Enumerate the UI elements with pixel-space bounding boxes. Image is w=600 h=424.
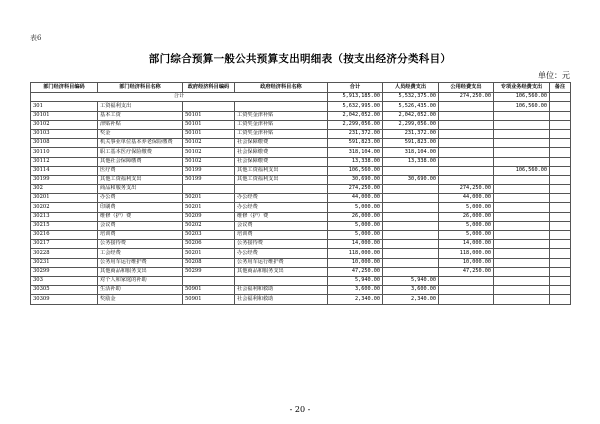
cell-public — [439, 276, 494, 285]
cell-gov-name: 社会保障缴费 — [235, 157, 328, 166]
cell-personnel: 3,600.00 — [383, 286, 439, 295]
cell-personnel — [383, 221, 439, 230]
total-personnel: 5,532,375.00 — [383, 93, 439, 102]
cell-name: 其他工资福利支出 — [98, 175, 183, 184]
cell-public — [439, 295, 494, 304]
cell-special — [494, 295, 550, 304]
cell-name: 基本工资 — [98, 111, 183, 120]
cell-total: 591,823.00 — [328, 139, 383, 148]
cell-code: 30199 — [31, 175, 98, 184]
column-header: 政府经济科目名称 — [235, 83, 328, 93]
cell-note — [550, 111, 571, 120]
cell-special: 106,560.00 — [494, 102, 550, 111]
cell-name: 生活补助 — [98, 286, 183, 295]
cell-public: 274,250.00 — [439, 185, 494, 194]
cell-total: 10,000.00 — [328, 258, 383, 267]
cell-gov-name: 工资奖金津补贴 — [235, 129, 328, 138]
cell-code: 30108 — [31, 139, 98, 148]
cell-personnel — [383, 240, 439, 249]
cell-gov-code: 50201 — [183, 194, 235, 203]
cell-total: 231,372.00 — [328, 129, 383, 138]
table-row — [31, 120, 571, 129]
cell-note — [550, 185, 571, 194]
cell-code: 30101 — [31, 111, 98, 120]
cell-personnel — [383, 212, 439, 221]
cell-code: 30213 — [31, 212, 98, 221]
cell-code: 30215 — [31, 221, 98, 230]
cell-public: 5,000.00 — [439, 203, 494, 212]
cell-gov-code: 50199 — [183, 166, 235, 175]
cell-personnel — [383, 258, 439, 267]
total-label: 合计 — [31, 93, 328, 102]
cell-note — [550, 129, 571, 138]
cell-note — [550, 249, 571, 258]
cell-gov-code: 50202 — [183, 221, 235, 230]
cell-public — [439, 129, 494, 138]
cell-total: 2,042,052.00 — [328, 111, 383, 120]
cell-total: 14,000.00 — [328, 240, 383, 249]
total-note — [550, 93, 571, 102]
cell-gov-code: 50209 — [183, 212, 235, 221]
cell-gov-name: 社会保障缴费 — [235, 139, 328, 148]
cell-special — [494, 212, 550, 221]
table-row — [31, 221, 571, 230]
cell-name: 公务接待费 — [98, 240, 183, 249]
cell-public — [439, 148, 494, 157]
cell-gov-code: 50101 — [183, 111, 235, 120]
cell-name: 津贴补贴 — [98, 120, 183, 129]
cell-total: 106,560.00 — [328, 166, 383, 175]
cell-gov-name: 社会福利和救助 — [235, 295, 328, 304]
cell-gov-code: 50203 — [183, 231, 235, 240]
table-row — [31, 286, 571, 295]
cell-gov-name: 会议费 — [235, 221, 328, 230]
cell-personnel — [383, 231, 439, 240]
cell-public: 44,000.00 — [439, 194, 494, 203]
cell-gov-code: 50102 — [183, 148, 235, 157]
cell-code: 30305 — [31, 286, 98, 295]
cell-code: 30309 — [31, 295, 98, 304]
cell-gov-name: 办公经费 — [235, 194, 328, 203]
table-row — [31, 185, 571, 194]
cell-note — [550, 221, 571, 230]
cell-name: 工会经费 — [98, 249, 183, 258]
cell-code: 30102 — [31, 120, 98, 129]
cell-gov-code: 50101 — [183, 129, 235, 138]
cell-gov-code: 50201 — [183, 249, 235, 258]
column-header: 部门经济科目名称 — [98, 83, 183, 93]
cell-note — [550, 240, 571, 249]
cell-gov-name: 工资奖金津补贴 — [235, 120, 328, 129]
cell-public — [439, 139, 494, 148]
cell-public — [439, 286, 494, 295]
cell-note — [550, 148, 571, 157]
cell-note — [550, 203, 571, 212]
cell-note — [550, 212, 571, 221]
column-header: 部门经济科目编码 — [31, 83, 98, 93]
cell-code: 30114 — [31, 166, 98, 175]
page-title: 部门综合预算一般公共预算支出明细表（按支出经济分类科目） — [148, 53, 452, 65]
cell-code: 30228 — [31, 249, 98, 258]
unit-label: 单位：元 — [538, 71, 570, 80]
cell-personnel — [383, 249, 439, 258]
cell-name: 医疗费 — [98, 166, 183, 175]
cell-gov-name: 其他工资福利支出 — [235, 166, 328, 175]
cell-gov-code: 50102 — [183, 157, 235, 166]
table-row — [31, 166, 571, 175]
cell-personnel: 231,372.00 — [383, 129, 439, 138]
cell-personnel: 5,526,435.00 — [383, 102, 439, 111]
cell-total: 44,000.00 — [328, 194, 383, 203]
cell-name: 办公费 — [98, 194, 183, 203]
cell-code: 303 — [31, 276, 98, 285]
cell-personnel: 13,338.00 — [383, 157, 439, 166]
cell-special — [494, 258, 550, 267]
cell-code: 302 — [31, 185, 98, 194]
header-row — [31, 83, 571, 93]
cell-gov-code: 50299 — [183, 267, 235, 276]
cell-code: 301 — [31, 102, 98, 111]
cell-note — [550, 276, 571, 285]
table-row — [31, 111, 571, 120]
cell-public — [439, 111, 494, 120]
cell-gov-name: 办公经费 — [235, 203, 328, 212]
cell-personnel — [383, 185, 439, 194]
cell-name: 其他社会保障缴费 — [98, 157, 183, 166]
cell-special — [494, 185, 550, 194]
cell-gov-name: 公务接待费 — [235, 240, 328, 249]
cell-total: 5,000.00 — [328, 203, 383, 212]
cell-name: 培训费 — [98, 231, 183, 240]
table-row — [31, 231, 571, 240]
cell-code: 30201 — [31, 194, 98, 203]
cell-public — [439, 175, 494, 184]
table-row — [31, 157, 571, 166]
cell-name: 其他商品和服务支出 — [98, 267, 183, 276]
cell-gov-name: 社会福利和救助 — [235, 286, 328, 295]
cell-special — [494, 267, 550, 276]
cell-total: 2,340.00 — [328, 295, 383, 304]
cell-personnel: 2,340.00 — [383, 295, 439, 304]
cell-total: 318,104.00 — [328, 148, 383, 157]
cell-public — [439, 166, 494, 175]
total-public: 274,250.00 — [439, 93, 494, 102]
total-special: 106,560.00 — [494, 93, 550, 102]
column-header: 备注 — [550, 83, 571, 93]
cell-code: 30216 — [31, 231, 98, 240]
cell-note — [550, 258, 571, 267]
cell-gov-name — [235, 185, 328, 194]
cell-public: 14,000.00 — [439, 240, 494, 249]
column-header: 公用经费支出 — [439, 83, 494, 93]
cell-public: 118,000.00 — [439, 249, 494, 258]
cell-public — [439, 157, 494, 166]
cell-code: 30103 — [31, 129, 98, 138]
cell-gov-code: 50901 — [183, 286, 235, 295]
table-row — [31, 240, 571, 249]
cell-name: 奖金 — [98, 129, 183, 138]
cell-special — [494, 276, 550, 285]
cell-public: 26,000.00 — [439, 212, 494, 221]
cell-note — [550, 231, 571, 240]
cell-special — [494, 221, 550, 230]
cell-note — [550, 194, 571, 203]
cell-gov-name: 其他工资福利支出 — [235, 175, 328, 184]
cell-special — [494, 240, 550, 249]
cell-total: 26,000.00 — [328, 212, 383, 221]
cell-special — [494, 111, 550, 120]
cell-gov-code — [183, 185, 235, 194]
cell-name: 工资福利支出 — [98, 102, 183, 111]
table-row — [31, 276, 571, 285]
cell-gov-name: 维修（护）费 — [235, 212, 328, 221]
cell-special: 106,560.00 — [494, 166, 550, 175]
cell-gov-code — [183, 276, 235, 285]
cell-personnel: 318,104.00 — [383, 148, 439, 157]
total-row — [31, 93, 571, 102]
cell-special — [494, 139, 550, 148]
table-row — [31, 194, 571, 203]
cell-code: 30217 — [31, 240, 98, 249]
cell-public: 10,000.00 — [439, 258, 494, 267]
cell-total: 5,000.00 — [328, 231, 383, 240]
cell-special — [494, 157, 550, 166]
cell-name: 会议费 — [98, 221, 183, 230]
cell-code: 30202 — [31, 203, 98, 212]
cell-gov-code: 50201 — [183, 203, 235, 212]
cell-personnel — [383, 194, 439, 203]
cell-note — [550, 139, 571, 148]
table-row — [31, 102, 571, 111]
cell-gov-code: 50206 — [183, 240, 235, 249]
cell-name: 奖励金 — [98, 295, 183, 304]
cell-gov-code: 50208 — [183, 258, 235, 267]
cell-name: 公务用车运行维护费 — [98, 258, 183, 267]
cell-gov-name: 公务用车运行维护费 — [235, 258, 328, 267]
cell-total: 2,299,056.00 — [328, 120, 383, 129]
cell-gov-name: 培训费 — [235, 231, 328, 240]
cell-note — [550, 267, 571, 276]
cell-code: 30231 — [31, 258, 98, 267]
cell-name: 机关事业单位基本养老保险缴费 — [98, 139, 183, 148]
budget-table — [30, 82, 571, 305]
cell-gov-name: 工资奖金津补贴 — [235, 111, 328, 120]
cell-total: 30,690.00 — [328, 175, 383, 184]
cell-gov-name: 其他商品和服务支出 — [235, 267, 328, 276]
cell-personnel: 2,042,052.00 — [383, 111, 439, 120]
cell-personnel: 2,299,056.00 — [383, 120, 439, 129]
table-row — [31, 148, 571, 157]
cell-public — [439, 102, 494, 111]
cell-gov-name: 社会保障缴费 — [235, 148, 328, 157]
table-row — [31, 295, 571, 304]
column-header: 合计 — [328, 83, 383, 93]
cell-gov-code: 50101 — [183, 120, 235, 129]
cell-note — [550, 157, 571, 166]
cell-total: 5,940.00 — [328, 276, 383, 285]
cell-public — [439, 120, 494, 129]
cell-personnel — [383, 203, 439, 212]
cell-code: 30110 — [31, 148, 98, 157]
column-header: 人员经费支出 — [383, 83, 439, 93]
cell-name: 商品和服务支出 — [98, 185, 183, 194]
table-row — [31, 129, 571, 138]
cell-total: 5,000.00 — [328, 221, 383, 230]
cell-special — [494, 175, 550, 184]
cell-special — [494, 203, 550, 212]
cell-public: 47,250.00 — [439, 267, 494, 276]
cell-name: 职工基本医疗保险缴费 — [98, 148, 183, 157]
cell-personnel — [383, 267, 439, 276]
cell-name: 对个人和家庭的补助 — [98, 276, 183, 285]
cell-note — [550, 175, 571, 184]
cell-code: 30112 — [31, 157, 98, 166]
cell-special — [494, 120, 550, 129]
table-row — [31, 249, 571, 258]
cell-total: 118,000.00 — [328, 249, 383, 258]
cell-total: 13,338.00 — [328, 157, 383, 166]
page-number: - 20 - — [289, 405, 311, 414]
table-label: 表6 — [30, 34, 42, 42]
cell-total: 274,250.00 — [328, 185, 383, 194]
cell-gov-code — [183, 102, 235, 111]
table-row — [31, 203, 571, 212]
table-row — [31, 258, 571, 267]
cell-personnel: 591,823.00 — [383, 139, 439, 148]
cell-gov-name: 办公经费 — [235, 249, 328, 258]
cell-special — [494, 129, 550, 138]
cell-total: 47,250.00 — [328, 267, 383, 276]
cell-note — [550, 295, 571, 304]
cell-public: 5,000.00 — [439, 231, 494, 240]
total-amount: 5,913,185.00 — [328, 93, 383, 102]
table-row — [31, 139, 571, 148]
cell-total: 3,600.00 — [328, 286, 383, 295]
cell-gov-code: 50199 — [183, 175, 235, 184]
cell-special — [494, 194, 550, 203]
cell-gov-code: 50901 — [183, 295, 235, 304]
cell-note — [550, 102, 571, 111]
cell-special — [494, 249, 550, 258]
table-row — [31, 212, 571, 221]
table-row — [31, 175, 571, 184]
cell-gov-code: 50102 — [183, 139, 235, 148]
column-header: 政府经济科目编码 — [183, 83, 235, 93]
cell-name: 维修（护）费 — [98, 212, 183, 221]
cell-special — [494, 286, 550, 295]
cell-personnel: 30,690.00 — [383, 175, 439, 184]
cell-code: 30299 — [31, 267, 98, 276]
column-header: 专项业务经费支出 — [494, 83, 550, 93]
table-row — [31, 267, 571, 276]
cell-note — [550, 120, 571, 129]
cell-gov-name — [235, 102, 328, 111]
cell-total: 5,632,995.00 — [328, 102, 383, 111]
cell-personnel — [383, 166, 439, 175]
cell-personnel: 5,940.00 — [383, 276, 439, 285]
cell-note — [550, 166, 571, 175]
cell-special — [494, 231, 550, 240]
cell-note — [550, 286, 571, 295]
cell-name: 印刷费 — [98, 203, 183, 212]
cell-special — [494, 148, 550, 157]
cell-gov-name — [235, 276, 328, 285]
cell-public: 5,000.00 — [439, 221, 494, 230]
